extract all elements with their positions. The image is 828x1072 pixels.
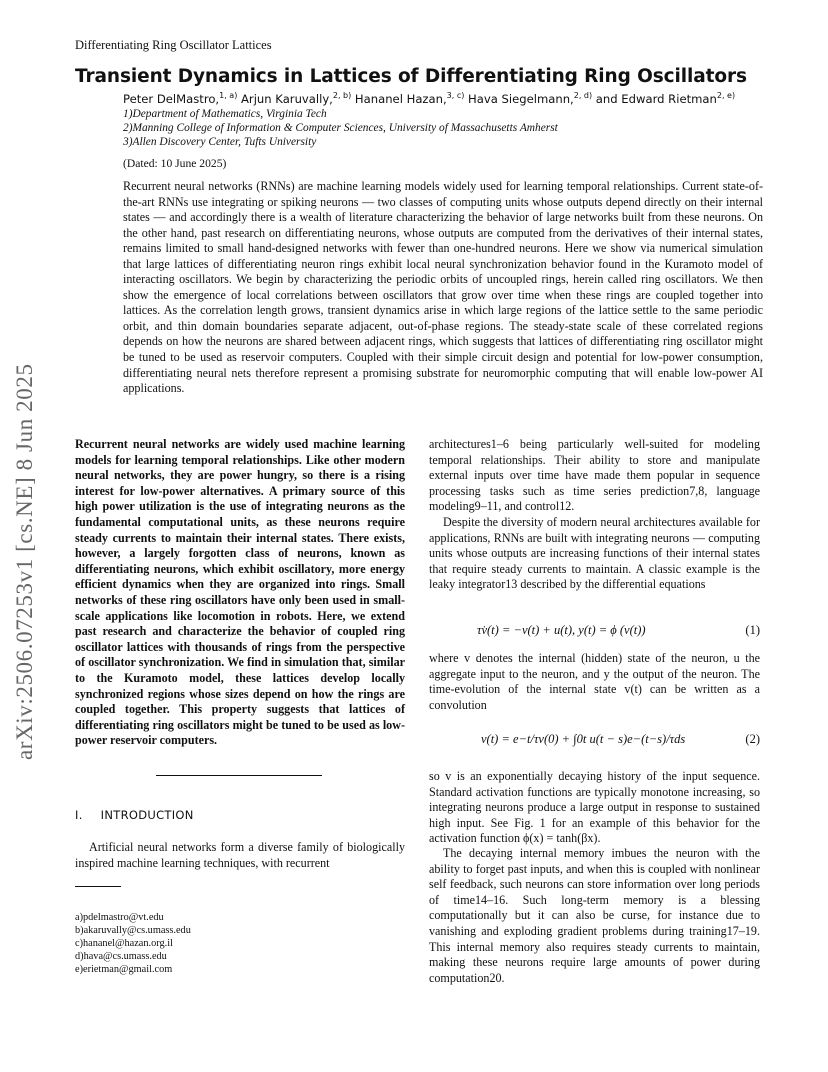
section-number: I. bbox=[75, 808, 83, 822]
intro-paragraph-1: Artificial neural networks form a diverse family of biologically inspired machine learning techniques, with recurrent bbox=[75, 840, 405, 870]
affiliation-2: 2)Manning College of Information & Computer Sciences, University of Massachusetts Amherst bbox=[123, 122, 558, 134]
footnote-b: b)akaruvally@cs.umass.edu bbox=[75, 925, 191, 936]
right-paragraph-4: so v is an exponentially decaying history of the input sequence. Standard activation functions are typically monotone increasing, so integrating neurons produce a large output in response to sustained high input. See Fig. 1 for an example of this behavior for the activation function ϕ(x) = tanh(βx). bbox=[429, 769, 760, 846]
equation-1-body: τv̇(t) = −v(t) + u(t), y(t) = ϕ (v(t)) bbox=[477, 623, 646, 637]
section-heading-introduction bbox=[75, 808, 194, 822]
footnote-rule bbox=[75, 886, 121, 887]
section-title: INTRODUCTION bbox=[100, 808, 194, 822]
running-header: Differentiating Ring Oscillator Lattices bbox=[75, 38, 272, 52]
dated-line: (Dated: 10 June 2025) bbox=[123, 157, 227, 170]
right-paragraph-3: where v denotes the internal (hidden) state of the neuron, u the aggregate input to the neuron, and y the output of the neuron. The time-evolution of the internal state v(t) can be written as a convolution bbox=[429, 651, 760, 712]
footnote-c: c)hananel@hazan.org.il bbox=[75, 938, 173, 949]
lead-paragraph: Recurrent neural networks are widely used machine learning models for learning temporal relationships. Like other modern neural networks, they are power hungry, so there is a rising interest for low-power alternatives. A primary source of this high power utilization is the use of integrating neurons as the fundamental computational units, as these neurons require steady currents to maintain their internal states. There exists, however, a largely forgotten class of neurons, known as differentiating neurons, which exhibit oscillatory, more energy efficient dynamics when they are organized into rings. Small networks of these ring oscillators have only been used in small-scale applications like locomotion in robots. Here, we extend past research and characterize the behavior of coupled ring oscillator lattices with thousands of rings from the perspective of oscillator synchronization. We find in simulation that, similar to the Kuramoto model, these lattices develop locally synchronized regions whose sizes depend on how the rings are coupled together. This property suggests that lattices of differentiating ring oscillators might be tuned to be used as low-power reservoir computers. bbox=[75, 437, 405, 748]
author-list: Peter DelMastro,$^{1, a)}$ Arjun Karuvally,$^{2, b)}$ Hananel Hazan,$^{3, c)}$ Hava Siegelmann,$^{2, d)}$ and Edward Rietman$^{2, e)}$ bbox=[123, 91, 736, 106]
equation-1-number: (1) bbox=[745, 623, 760, 637]
equation-2-body: v(t) = e−t/τv(0) + ∫0t u(t − s)e−(t−s)/τds bbox=[481, 732, 686, 746]
affiliation-3: 3)Allen Discovery Center, Tufts University bbox=[123, 136, 317, 148]
footnote-d: d)hava@cs.umass.edu bbox=[75, 951, 167, 962]
right-paragraph-2: Despite the diversity of modern neural architectures available for applications, RNNs are built with integrating neurons — computing units whose outputs are increasing functions of their internal states that require steady currents to maintain. A classic example is the leaky integrator13 described by the differential equations bbox=[429, 515, 760, 592]
equation-2-number: (2) bbox=[745, 732, 760, 746]
lead-separator-rule bbox=[156, 775, 322, 776]
paper-title: Transient Dynamics in Lattices of Differentiating Ring Oscillators bbox=[75, 66, 747, 87]
arxiv-identifier: arXiv:2506.07253v1 [cs.NE] 8 Jun 2025 bbox=[12, 363, 37, 760]
footnote-e: e)erietman@gmail.com bbox=[75, 964, 173, 975]
affiliation-1: 1)Department of Mathematics, Virginia Tech bbox=[123, 108, 327, 120]
abstract: Recurrent neural networks (RNNs) are machine learning models widely used for learning temporal relationships. Current state-of-the-art RNNs use integrating or spiking neurons — two classes of computing units whose outputs depend directly on their internal states — and accordingly there is a wealth of literature characterizing the behavior of large networks built from these neurons. On the other hand, past research on differentiating neurons, whose outputs are computed from the derivatives of their internal states, remains limited to small hand-designed networks with fewer than one-hundred neurons. Here we show via numerical simulation that large lattices of differentiating neuron rings exhibit local neural synchronization behavior found in the Kuramoto model of interacting oscillators. We begin by characterizing the periodic orbits of uncoupled rings, herein called ring oscillators. We then show the emergence of local correlations between oscillators that grow over time when these rings are coupled together into lattices. As the correlation length grows, transient dynamics arise in which large regions of the lattice settle to the same periodic orbit, and thin domain boundaries separate adjacent, out-of-phase regions. The steady-state scale of these correlated regions depends on how the neurons are shared between adjacent rings, which suggests that lattices of differentiating ring oscillator might be tuned to be used as reservoir computers. Coupled with their simple circuit design and potential for low-power consumption, differentiating neural nets therefore represent a promising substrate for neuromorphic computing that will enable low-power AI applications. bbox=[123, 179, 763, 396]
right-paragraph-5: The decaying internal memory imbues the neuron with the ability to forget past inputs, and when this is coupled with nonlinear self feedback, such neurons can store information over long periods of time14–16. Such long-term memory is a blessing computationally but it can also be curse, for instance due to vanishing and exploding gradient problems during training17–19. This internal memory also requires steady currents to maintain, making these neurons require large amounts of power during computation20. bbox=[429, 846, 760, 985]
footnote-a: a)pdelmastro@vt.edu bbox=[75, 912, 164, 923]
right-paragraph-1: architectures1–6 being particularly well-suited for modeling temporal relationships. Their ability to store and manipulate external inputs over time have made them popular in sequence processing tasks such as time series prediction7,8, language modeling9–11, and control12. bbox=[429, 437, 760, 514]
